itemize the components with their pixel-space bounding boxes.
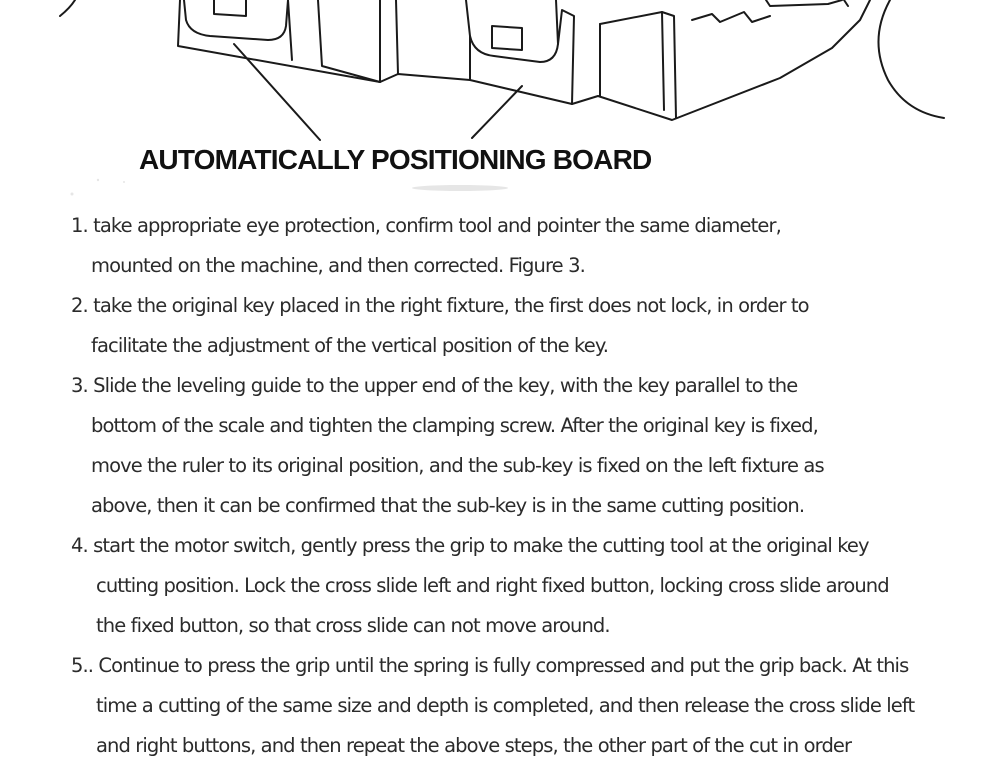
step-line: facilitate the adjustment of the vertical position of the key. <box>91 334 609 357</box>
step-line: 1. take appropriate eye protection, confirm tool and pointer the same diameter, <box>71 214 781 237</box>
step-line: mounted on the machine, and then corrected. Figure 3. <box>91 254 585 277</box>
step-line: cutting position. Lock the cross slide left and right fixed button, locking cross slide around <box>96 574 889 597</box>
step-5 <box>71 646 971 766</box>
step-line: 2. take the original key placed in the right fixture, the first does not lock, in order to <box>71 294 809 317</box>
step-3 <box>71 366 971 526</box>
step-2 <box>71 286 971 366</box>
instruction-list <box>71 206 971 766</box>
step-line: the fixed button, so that cross slide can not move around. <box>96 614 610 637</box>
step-line: 4. start the motor switch, gently press the grip to make the cutting tool at the original key <box>71 534 869 557</box>
step-line: 3. Slide the leveling guide to the upper end of the key, with the key parallel to the <box>71 374 798 397</box>
step-4 <box>71 526 971 646</box>
step-1 <box>71 206 971 286</box>
step-line: time a cutting of the same size and depth is completed, and then release the cross slide left <box>96 694 915 717</box>
step-line: 5.. Continue to press the grip until the spring is fully compressed and put the grip back. At this <box>71 654 909 677</box>
step-line: and right buttons, and then repeat the above steps, the other part of the cut in order <box>96 734 852 757</box>
step-line: above, then it can be confirmed that the sub-key is in the same cutting position. <box>91 494 805 517</box>
figure-label: AUTOMATICALLY POSITIONING BOARD <box>139 144 652 175</box>
step-line: move the ruler to its original position, and the sub-key is fixed on the left fixture as <box>91 454 824 477</box>
step-line: bottom of the scale and tighten the clamping screw. After the original key is fixed, <box>91 414 818 437</box>
